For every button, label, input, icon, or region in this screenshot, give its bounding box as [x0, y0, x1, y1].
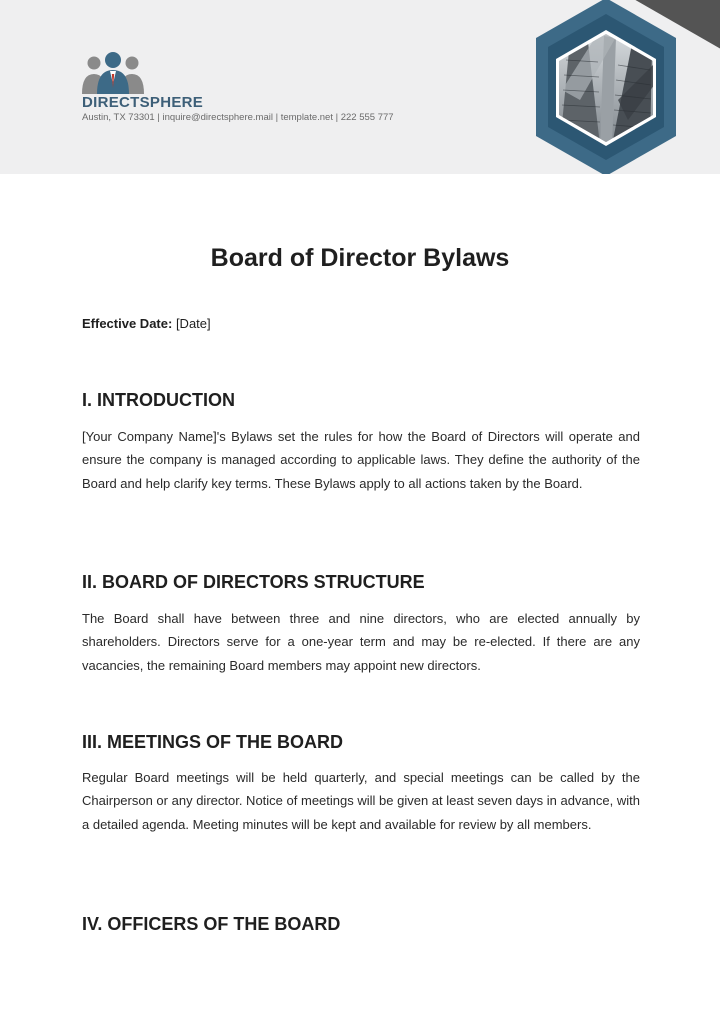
company-contact-line: Austin, TX 73301 | inquire@directsphere.mail | template.net | 222 555 777	[82, 112, 394, 123]
section-body: Regular Board meetings will be held quarterly, and special meetings can be called by the Chairperson or any director. Notice of meetings will be given at least seven days in advance, with a detailed agenda. Meeting minutes will be kept and available for review by all members.	[82, 770, 640, 832]
section-heading: I. INTRODUCTION	[82, 390, 235, 410]
section-heading: IV. OFFICERS OF THE BOARD	[82, 914, 341, 934]
company-name: DIRECTSPHERE	[82, 94, 204, 111]
people-group-icon	[80, 50, 146, 96]
document-title: Board of Director Bylaws	[210, 244, 510, 272]
effective-date-value: [Date]	[175, 316, 211, 331]
letterhead	[0, 0, 720, 174]
section-heading: III. MEETINGS OF THE BOARD	[82, 732, 344, 752]
effective-date-label: Effective Date:	[82, 316, 173, 331]
skyscrapers-hexagon-image	[500, 0, 720, 174]
effective-date-line	[82, 316, 211, 331]
section-body: The Board shall have between three and nine directors, who are elected annually by shareholders. Directors serve for a one-year term and may be re-elected. If there are any vacancies, the remaining Board members may appoint new directors.	[82, 611, 640, 673]
section-body: [Your Company Name]'s Bylaws set the rules for how the Board of Directors will operate and ensure the company is managed according to applicable laws. They define the authority of the Board and help clarify key terms. These Bylaws apply to all actions taken by the Board.	[82, 429, 640, 491]
section-heading: II. BOARD OF DIRECTORS STRUCTURE	[82, 572, 425, 592]
